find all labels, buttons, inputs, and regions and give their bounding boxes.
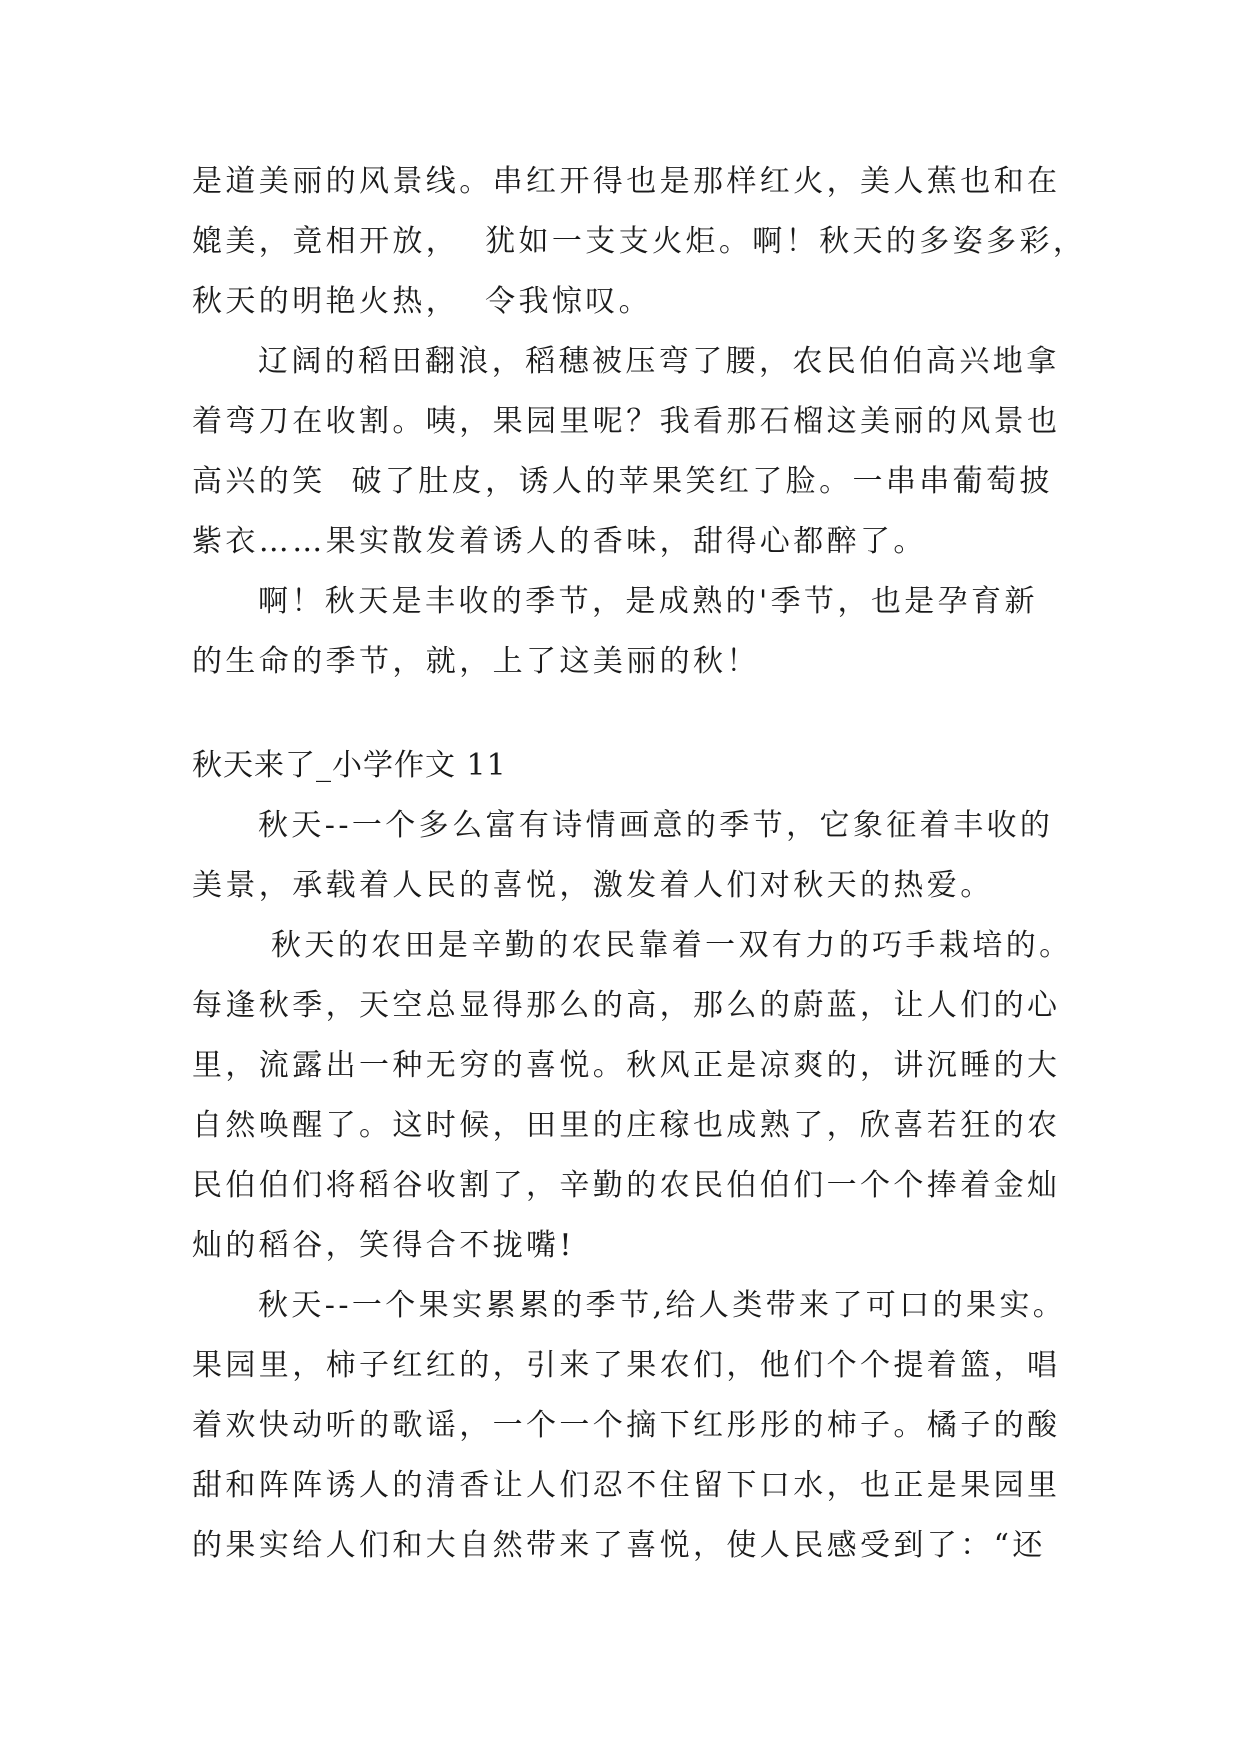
text-line: 的果实给人们和大自然带来了喜悦，使人民感受到了：“还 (192, 1528, 1046, 1563)
text-line: 果园里，柿子红红的，引来了果农们，他们个个提着篮，唱 (192, 1348, 1061, 1383)
text-line: 灿的稻谷，笑得合不拢嘴! (192, 1228, 575, 1263)
text-line: 的生命的季节，就，上了这美丽的秋！ (192, 644, 760, 679)
text-line: 媲美，竟相开放， 犹如一支支火炬。啊！秋天的多姿多彩， (192, 224, 1087, 259)
text-line: 着欢快动听的歌谣，一个一个摘下红彤彤的柿子。橘子的酸 (192, 1408, 1061, 1443)
paragraph-first-line: 啊！秋天是丰收的季节，是成熟的'季节，也是孕育新 (258, 584, 1038, 619)
text-line: 甜和阵阵诱人的清香让人们忍不住留下口水，也正是果园里 (192, 1468, 1061, 1503)
text-line: 里，流露出一种无穷的喜悦。秋风正是凉爽的，讲沉睡的大 (192, 1048, 1061, 1083)
paragraph-first-line: 秋天的农田是辛勤的农民靠着一双有力的巧手栽培的。 (258, 928, 1073, 963)
text-line: 着弯刀在收割。咦，果园里呢？我看那石榴这美丽的风景也 (192, 404, 1061, 439)
paragraph-first-line: 秋天--一个果实累累的季节,给人类带来了可口的果实。 (258, 1288, 1067, 1323)
text-line: 自然唤醒了。这时候，田里的庄稼也成熟了，欣喜若狂的农 (192, 1108, 1061, 1143)
text-line: 美景，承载着人民的喜悦，激发着人们对秋天的热爱。 (192, 868, 994, 903)
text-line: 高兴的笑 破了肚皮，诱人的苹果笑红了脸。一串串葡萄披 (192, 464, 1053, 499)
text-line: 紫衣……果实散发着诱人的香味，甜得心都醉了。 (192, 524, 927, 559)
text-line: 民伯伯们将稻谷收割了，辛勤的农民伯伯们一个个捧着金灿 (192, 1168, 1061, 1203)
section-title: 秋天来了_小学作文 11 (192, 748, 507, 783)
text-line: 秋天的明艳火热， 令我惊叹。 (192, 284, 653, 319)
paragraph-first-line: 秋天--一个多么富有诗情画意的季节，它象征着丰收的 (258, 808, 1054, 843)
paragraph-first-line: 辽阔的稻田翻浪，稻穗被压弯了腰，农民伯伯高兴地拿 (258, 344, 1060, 379)
text-line: 是道美丽的风景线。串红开得也是那样红火，美人蕉也和在 (192, 164, 1061, 199)
text-line: 每逢秋季，天空总显得那么的高，那么的蔚蓝，让人们的心 (192, 988, 1061, 1023)
